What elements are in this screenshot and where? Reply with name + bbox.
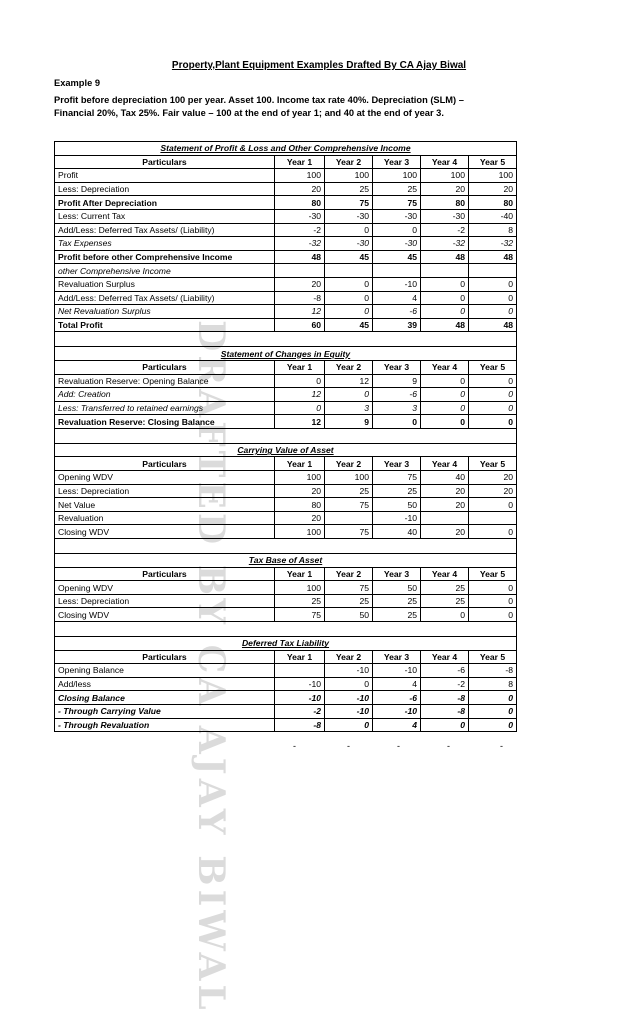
value-cell: 0 [325,277,373,291]
value-cell: -40 [469,209,517,223]
value-cell: 50 [325,608,373,622]
row-label: Add: Creation [55,388,275,402]
value-cell: 0 [275,401,325,415]
value-cell: 0 [421,718,469,732]
value-cell: 9 [325,415,373,429]
column-header-year: Year 3 [373,360,421,374]
value-cell: 50 [373,498,421,512]
column-header-year: Year 4 [421,155,469,169]
value-cell: 100 [275,169,325,183]
value-cell: 0 [421,401,469,415]
value-cell: 25 [421,581,469,595]
value-cell: -2 [421,223,469,237]
value-cell: 48 [421,250,469,264]
value-cell [469,511,517,525]
value-cell: 0 [421,608,469,622]
table-row [55,484,517,498]
value-cell: 0 [275,374,325,388]
value-cell: -6 [373,305,421,319]
value-cell [325,264,373,278]
column-header-year: Year 5 [469,567,517,581]
value-cell: 4 [373,718,421,732]
value-cell: 45 [325,318,373,332]
value-cell: 0 [373,223,421,237]
tail-dash: - [347,741,350,751]
row-label: Profit before other Comprehensive Income [55,250,275,264]
value-cell: 0 [469,277,517,291]
value-cell: 20 [421,182,469,196]
row-label: - Through Carrying Value [55,704,275,718]
value-cell: 0 [469,291,517,305]
value-cell: 0 [469,305,517,319]
value-cell: 12 [275,415,325,429]
spacer-cell [55,332,517,347]
value-cell: 75 [325,581,373,595]
row-label: Less: Depreciation [55,484,275,498]
spacer-cell [55,539,517,554]
table-row [55,374,517,388]
table-row [55,277,517,291]
column-header-year: Year 3 [373,155,421,169]
table-row [55,581,517,595]
section-title: Carrying Value of Asset [55,443,517,457]
value-cell: 0 [373,415,421,429]
column-header-year: Year 2 [325,650,373,664]
value-cell [275,264,325,278]
value-cell: 0 [421,374,469,388]
value-cell: -6 [373,388,421,402]
value-cell: 0 [469,388,517,402]
header-row [55,155,517,169]
row-label: Tax Expenses [55,237,275,251]
section-title: Statement of Profit & Loss and Other Comprehensive Income [55,142,517,156]
value-cell: 25 [325,594,373,608]
table-row [55,704,517,718]
value-cell: 0 [325,223,373,237]
value-cell: -2 [421,677,469,691]
row-label: Net Value [55,498,275,512]
value-cell: 25 [373,484,421,498]
column-header-year: Year 3 [373,567,421,581]
row-label: Revaluation Reserve: Opening Balance [55,374,275,388]
section-title-row [55,637,517,651]
table-row [55,209,517,223]
value-cell: 25 [421,594,469,608]
value-cell: 75 [373,471,421,485]
value-cell: -10 [373,511,421,525]
table-row [55,594,517,608]
intro-line-2: Financial 20%, Tax 25%. Fair value – 100 at the end of year 1; and 40 at the end of year 3. [54,108,444,118]
value-cell: 20 [275,277,325,291]
value-cell: 0 [421,388,469,402]
value-cell: 0 [325,718,373,732]
row-label: Revaluation Surplus [55,277,275,291]
value-cell: 0 [325,291,373,305]
table-row [55,608,517,622]
column-header-year: Year 4 [421,650,469,664]
example-label: Example 9 [54,78,100,88]
column-header-year: Year 4 [421,457,469,471]
value-cell [469,264,517,278]
table-row [55,498,517,512]
column-header-year: Year 1 [275,650,325,664]
table-row [55,250,517,264]
row-label: Revaluation Reserve: Closing Balance [55,415,275,429]
value-cell: 25 [373,608,421,622]
value-cell: 0 [469,691,517,705]
value-cell [275,664,325,678]
row-label: Add/Less: Deferred Tax Assets/ (Liability) [55,291,275,305]
value-cell: 20 [469,182,517,196]
value-cell: -10 [325,664,373,678]
value-cell: -32 [469,237,517,251]
row-label: Opening Balance [55,664,275,678]
value-cell [421,511,469,525]
value-cell: -6 [421,664,469,678]
statements-table [54,141,517,732]
value-cell: 25 [275,594,325,608]
value-cell: 75 [373,196,421,210]
value-cell: 0 [469,718,517,732]
section-title: Tax Base of Asset [55,554,517,568]
tail-dash: - [397,741,400,751]
value-cell: 48 [421,318,469,332]
value-cell: -10 [373,664,421,678]
value-cell: 100 [275,471,325,485]
value-cell: 40 [373,525,421,539]
value-cell: -8 [275,718,325,732]
value-cell: 12 [275,305,325,319]
value-cell: -8 [469,664,517,678]
value-cell: 100 [275,581,325,595]
value-cell: 20 [275,484,325,498]
value-cell: 100 [325,471,373,485]
section-spacer-row [55,332,517,347]
column-header-particulars: Particulars [55,457,275,471]
row-label: Less: Transferred to retained earnings [55,401,275,415]
value-cell: 8 [469,677,517,691]
value-cell: -30 [373,237,421,251]
value-cell: 100 [421,169,469,183]
column-header-year: Year 1 [275,567,325,581]
row-label: Add/less [55,677,275,691]
header-row [55,650,517,664]
row-label: Net Revaluation Surplus [55,305,275,319]
column-header-year: Year 2 [325,457,373,471]
value-cell: 39 [373,318,421,332]
row-label: Closing WDV [55,525,275,539]
value-cell: 0 [469,374,517,388]
column-header-year: Year 1 [275,360,325,374]
value-cell: -6 [373,691,421,705]
section-title-row [55,142,517,156]
value-cell: -32 [421,237,469,251]
table-row [55,511,517,525]
table-row [55,169,517,183]
spacer-cell [55,622,517,637]
value-cell: 0 [469,594,517,608]
row-label: Revaluation [55,511,275,525]
value-cell: 60 [275,318,325,332]
tail-dash: - [500,741,503,751]
value-cell: -10 [275,677,325,691]
value-cell: 8 [469,223,517,237]
value-cell: 20 [275,511,325,525]
value-cell: 20 [421,525,469,539]
value-cell: 75 [275,608,325,622]
value-cell: -30 [325,209,373,223]
value-cell: 25 [373,594,421,608]
section-title-row [55,554,517,568]
value-cell: 0 [469,415,517,429]
value-cell: 75 [325,525,373,539]
column-header-year: Year 5 [469,360,517,374]
table-row [55,401,517,415]
table-row [55,182,517,196]
column-header-year: Year 3 [373,650,421,664]
value-cell: -10 [325,691,373,705]
column-header-year: Year 1 [275,457,325,471]
column-header-year: Year 3 [373,457,421,471]
document-title: Property,Plant Equipment Examples Drafted By CA Ajay Biwal [171,60,467,71]
value-cell: 9 [373,374,421,388]
value-cell: 45 [373,250,421,264]
section-spacer-row [55,428,517,443]
value-cell: -8 [421,704,469,718]
value-cell: -10 [325,704,373,718]
value-cell: 0 [469,581,517,595]
value-cell: 48 [469,250,517,264]
value-cell: 20 [421,484,469,498]
column-header-year: Year 1 [275,155,325,169]
value-cell: -8 [421,691,469,705]
column-header-year: Year 4 [421,567,469,581]
row-label: Closing WDV [55,608,275,622]
row-label: other Comprehensive Income [55,264,275,278]
value-cell: 3 [325,401,373,415]
row-label: Opening WDV [55,581,275,595]
value-cell: 75 [325,498,373,512]
value-cell: -10 [275,691,325,705]
section-title-row [55,347,517,361]
table-row [55,223,517,237]
value-cell: 100 [325,169,373,183]
value-cell: 20 [275,182,325,196]
value-cell: 75 [325,196,373,210]
value-cell [325,511,373,525]
table-row [55,677,517,691]
table-row [55,664,517,678]
value-cell: -30 [373,209,421,223]
value-cell: 4 [373,677,421,691]
column-header-year: Year 5 [469,155,517,169]
column-header-year: Year 5 [469,457,517,471]
value-cell: -2 [275,223,325,237]
value-cell: 0 [469,401,517,415]
row-label: Opening WDV [55,471,275,485]
table-row [55,291,517,305]
value-cell [373,264,421,278]
row-label: - Through Revaluation [55,718,275,732]
column-header-year: Year 2 [325,360,373,374]
value-cell: 80 [421,196,469,210]
tail-dash: - [447,741,450,751]
value-cell: 40 [421,471,469,485]
section-title-row [55,443,517,457]
value-cell: 48 [469,318,517,332]
value-cell: 4 [373,291,421,305]
value-cell: 0 [469,608,517,622]
value-cell: 0 [421,305,469,319]
watermark: DRAFTED BY CA AJAY BIWAL [190,320,232,1014]
column-header-particulars: Particulars [55,567,275,581]
value-cell: 20 [421,498,469,512]
value-cell: 100 [373,169,421,183]
row-label: Profit After Depreciation [55,196,275,210]
value-cell: 20 [469,471,517,485]
value-cell: 0 [469,704,517,718]
column-header-particulars: Particulars [55,650,275,664]
value-cell: 48 [275,250,325,264]
value-cell: -2 [275,704,325,718]
column-header-year: Year 5 [469,650,517,664]
value-cell: 25 [373,182,421,196]
table-row [55,525,517,539]
row-label: Less: Depreciation [55,594,275,608]
value-cell: 50 [373,581,421,595]
value-cell: 25 [325,484,373,498]
row-label: Closing Balance [55,691,275,705]
section-spacer-row [55,539,517,554]
header-row [55,360,517,374]
value-cell: -8 [275,291,325,305]
table-row [55,388,517,402]
row-label: Profit [55,169,275,183]
value-cell: 80 [469,196,517,210]
value-cell: 100 [275,525,325,539]
value-cell: -10 [373,277,421,291]
header-row [55,567,517,581]
value-cell: 20 [469,484,517,498]
value-cell: 0 [421,277,469,291]
table-row [55,718,517,732]
value-cell: 100 [469,169,517,183]
table-row [55,264,517,278]
value-cell: 0 [325,388,373,402]
table-row [55,237,517,251]
value-cell: 0 [469,498,517,512]
table-row [55,318,517,332]
value-cell: 12 [325,374,373,388]
value-cell: 3 [373,401,421,415]
table-row [55,196,517,210]
value-cell: 0 [421,415,469,429]
table-row [55,691,517,705]
value-cell: -30 [275,209,325,223]
column-header-year: Year 2 [325,155,373,169]
row-label: Less: Depreciation [55,182,275,196]
row-label: Less: Current Tax [55,209,275,223]
value-cell: 80 [275,196,325,210]
value-cell: 0 [469,525,517,539]
spacer-cell [55,428,517,443]
value-cell: -30 [325,237,373,251]
value-cell: 25 [325,182,373,196]
column-header-particulars: Particulars [55,155,275,169]
section-title: Statement of Changes in Equity [55,347,517,361]
value-cell: -10 [373,704,421,718]
value-cell: 0 [325,677,373,691]
column-header-particulars: Particulars [55,360,275,374]
value-cell: 45 [325,250,373,264]
table-row [55,471,517,485]
section-title: Deferred Tax Liability [55,637,517,651]
value-cell [421,264,469,278]
column-header-year: Year 4 [421,360,469,374]
column-header-year: Year 2 [325,567,373,581]
header-row [55,457,517,471]
section-spacer-row [55,622,517,637]
intro-line-1: Profit before depreciation 100 per year. Asset 100. Income tax rate 40%. Depreciation (SLM) – [54,95,464,105]
table-row [55,415,517,429]
table-row [55,305,517,319]
value-cell: -30 [421,209,469,223]
value-cell: 0 [421,291,469,305]
value-cell: 12 [275,388,325,402]
value-cell: 80 [275,498,325,512]
row-label: Add/Less: Deferred Tax Assets/ (Liability) [55,223,275,237]
tail-dash: - [293,741,296,751]
value-cell: 0 [325,305,373,319]
value-cell: -32 [275,237,325,251]
row-label: Total Profit [55,318,275,332]
